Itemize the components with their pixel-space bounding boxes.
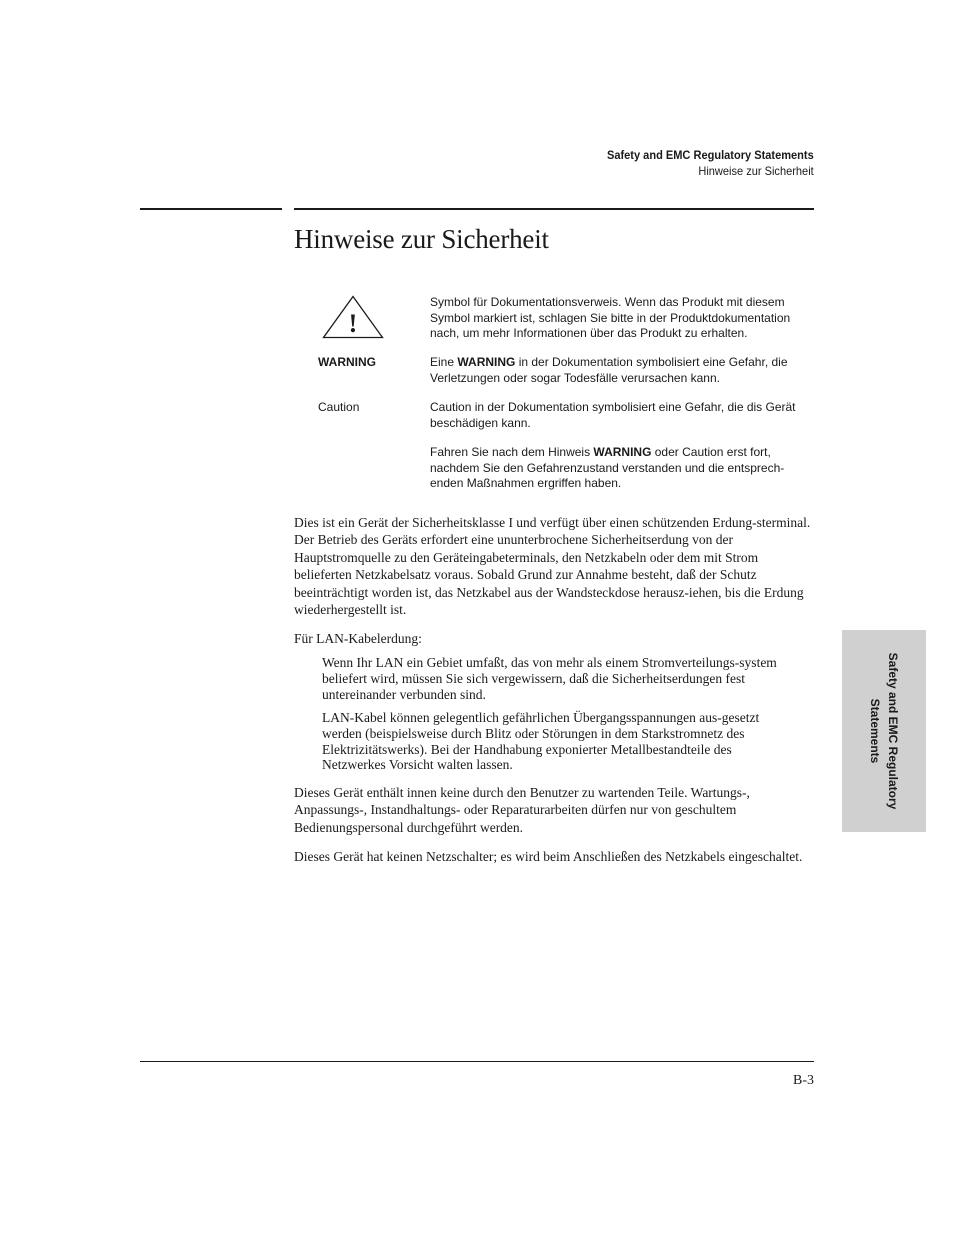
lan-paragraph-2: LAN-Kabel können gelegentlich gefährlichen Übergangsspannungen aus-gesetzt werden (beispielsweise durch Blitz oder Störungen in dem Starkstromnetz des Elektrizitätswerks). Bei der Handhabung exponierter Metallbestandteile des Netzwerkes Vorsicht walten lassen.	[322, 710, 760, 773]
warning-description: Eine WARNING in der Dokumentation symbolisiert eine Gefahr, die Verletzungen oder sogar Todesfälle verursachen kann.	[430, 355, 788, 385]
paragraph-power-switch: Dieses Gerät hat keinen Netzschalter; es wird beim Anschließen des Netzkabels eingeschaltet.	[294, 849, 803, 864]
lan-paragraph-1: Wenn Ihr LAN ein Gebiet umfaßt, das von mehr als einem Stromverteilungs-system beliefert wird, müssen Sie sich vergewissern, daß die Sicherheitserdungen fest untereinander verbunden sind.	[322, 655, 777, 702]
paragraph-safety-class: Dies ist ein Gerät der Sicherheitsklasse I und verfügt über einen schützenden Erdung-sterminal. Der Betrieb des Geräts erfordert eine ununterbrochene Sicherheitserdung von der Hauptstromquelle zu den Geräteingabeterminals, den Netzkabeln oder dem mit Strom belieferten Netzkabelsatz voraus. Sobald Grund zur Annahme besteht, daß der Schutz beeinträchtigt worden ist, das Netzkabel aus der Wandsteckdose herausz-iehen, bis die Erdung wiederhergestellt ist.	[294, 515, 811, 618]
running-header	[589, 147, 814, 179]
header-rule-left	[140, 208, 282, 210]
running-header-title: Safety and EMC Regulatory Statements	[607, 148, 814, 162]
running-header-subtitle: Hinweise zur Sicherheit	[698, 164, 814, 178]
page-title: Hinweise zur Sicherheit	[294, 224, 549, 254]
caution-description: Caution in der Dokumentation symbolisiert eine Gefahr, die dis Gerät beschädigen kann.	[430, 400, 796, 430]
warning-glyph: !	[348, 309, 358, 338]
warning-triangle-icon	[322, 295, 384, 339]
symbol-description: Symbol für Dokumentationsverweis. Wenn das Produkt mit diesem Symbol markiert ist, schlagen Sie bitte in der Produktdokumentation nach, um mehr Informationen über das Produkt zu erhalten.	[430, 295, 791, 340]
footer-rule	[140, 1061, 814, 1062]
caution-label: Caution	[318, 400, 360, 414]
header-rule-main	[294, 208, 814, 210]
lan-heading: Für LAN-Kabelerdung:	[294, 631, 422, 646]
warning-label: WARNING	[318, 355, 376, 369]
paragraph-maintenance: Dieses Gerät enthält innen keine durch den Benutzer zu wartenden Teile. Wartungs-, Anpassungs-, Instandhaltungs- oder Reparaturarbeiten dürfen nur von geschultem Bedienungspersonal durchgeführt werden.	[294, 785, 750, 835]
side-tab-label: Safety and EMC Regulatory Statements	[868, 652, 900, 810]
note-description: Fahren Sie nach dem Hinweis WARNING oder Caution erst fort, nachdem Sie den Gefahrenzustand verstanden und die entsprech-enden Maßnahmen ergriffen haben.	[430, 445, 785, 490]
side-tab	[842, 630, 926, 832]
page-number: B-3	[793, 1073, 814, 1088]
